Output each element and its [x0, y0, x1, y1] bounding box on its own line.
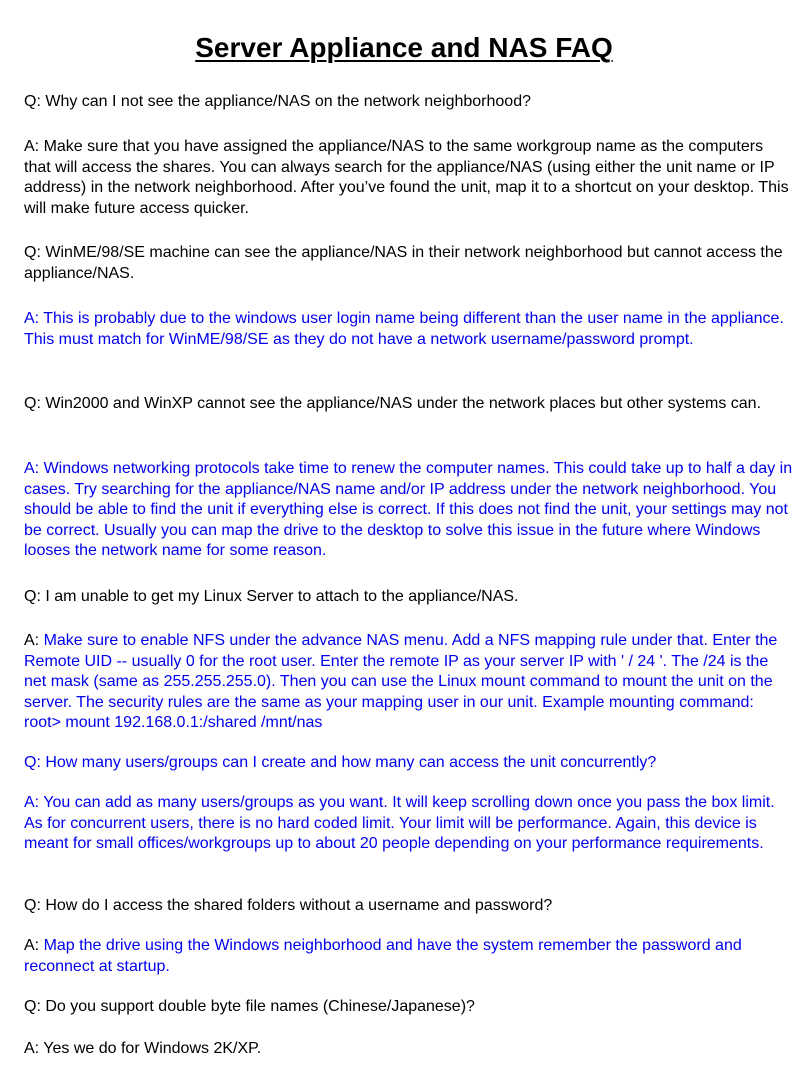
faq-question-2: [24, 243, 794, 284]
faq-answer-3: [24, 459, 794, 562]
faq-question-6: [24, 896, 794, 917]
answer-text: Make sure that you have assigned the appliance/NAS to the same workgroup name as the computers that will access the shares. You can always search for the appliance/NAS (using either the unit name or IP address) in the network neighborhood. After you’ve found the unit, map it to a shortcut on your desktop. This will make future access quicker.: [24, 138, 789, 217]
faq-answer-5: [24, 793, 794, 855]
answer-prefix: A:: [24, 1040, 44, 1057]
faq-answer-2: [24, 309, 794, 350]
faq-question-4: [24, 587, 794, 608]
faq-answer-4: [24, 631, 794, 734]
answer-prefix: A:: [24, 310, 44, 327]
question-text: Q: WinME/98/SE machine can see the appliance/NAS in their network neighborhood but cannot access the appliance/NAS.: [24, 244, 783, 282]
answer-text: Yes we do for Windows 2K/XP.: [43, 1040, 262, 1057]
question-text: Q: I am unable to get my Linux Server to attach to the appliance/NAS.: [24, 588, 519, 605]
answer-text: Make sure to enable NFS under the advance NAS menu. Add a NFS mapping rule under that. Enter the Remote UID -- usually 0 for the root user. Enter the remote IP as your server IP with ' / 24 '. The /24 is the net mask (same as 255.255.255.0). Then you can use the Linux mount command to mount the unit on the server. The security rules are the same as your mapping user in our unit. Example mounting command: root> mount 192.168.0.1:/shared /mnt/nas: [24, 632, 778, 731]
faq-question-3: [24, 394, 794, 415]
question-text: Q: How many users/groups can I create and how many can access the unit concurrently?: [24, 754, 657, 771]
faq-answer-6: [24, 936, 794, 977]
page-title: Server Appliance and NAS FAQ: [195, 32, 613, 63]
faq-answer-1: [24, 137, 794, 219]
question-text: Q: Why can I not see the appliance/NAS on the network neighborhood?: [24, 93, 531, 110]
question-text: Q: Do you support double byte file names (Chinese/Japanese)?: [24, 998, 475, 1015]
question-text: Q: Win2000 and WinXP cannot see the appliance/NAS under the network places but other systems can.: [24, 395, 762, 412]
answer-text: This is probably due to the windows user login name being different than the user name in the appliance. This must match for WinME/98/SE as they do not have a network username/password prompt.: [24, 310, 784, 348]
answer-prefix: A:: [24, 794, 44, 811]
faq-question-5: [24, 753, 794, 774]
answer-prefix: A:: [24, 460, 44, 477]
answer-text: You can add as many users/groups as you want. It will keep scrolling down once you pass the box limit. As for concurrent users, there is no hard coded limit. Your limit will be performance. Again, this device is meant for small offices/workgroups up to about 20 people depending on your performance requirements.: [24, 794, 775, 852]
faq-question-7: [24, 997, 794, 1018]
faq-question-1: [24, 92, 794, 113]
answer-text: Windows networking protocols take time to renew the computer names. This could take up to half a day in cases. Try searching for the appliance/NAS name and/or IP address under the network neighborhood. You should be able to find the unit if everything else is correct. If this does not find the unit, your settings may not be correct. Usually you can map the drive to the desktop to solve this issue in the future where Windows looses the network name for some reason.: [24, 460, 793, 559]
faq-answer-7: [24, 1039, 794, 1060]
answer-text: Map the drive using the Windows neighborhood and have the system remember the password and reconnect at startup.: [24, 937, 742, 975]
answer-prefix: A:: [24, 937, 44, 954]
answer-prefix: A:: [24, 632, 44, 649]
question-text: Q: How do I access the shared folders without a username and password?: [24, 897, 553, 914]
answer-prefix: A:: [24, 138, 44, 155]
